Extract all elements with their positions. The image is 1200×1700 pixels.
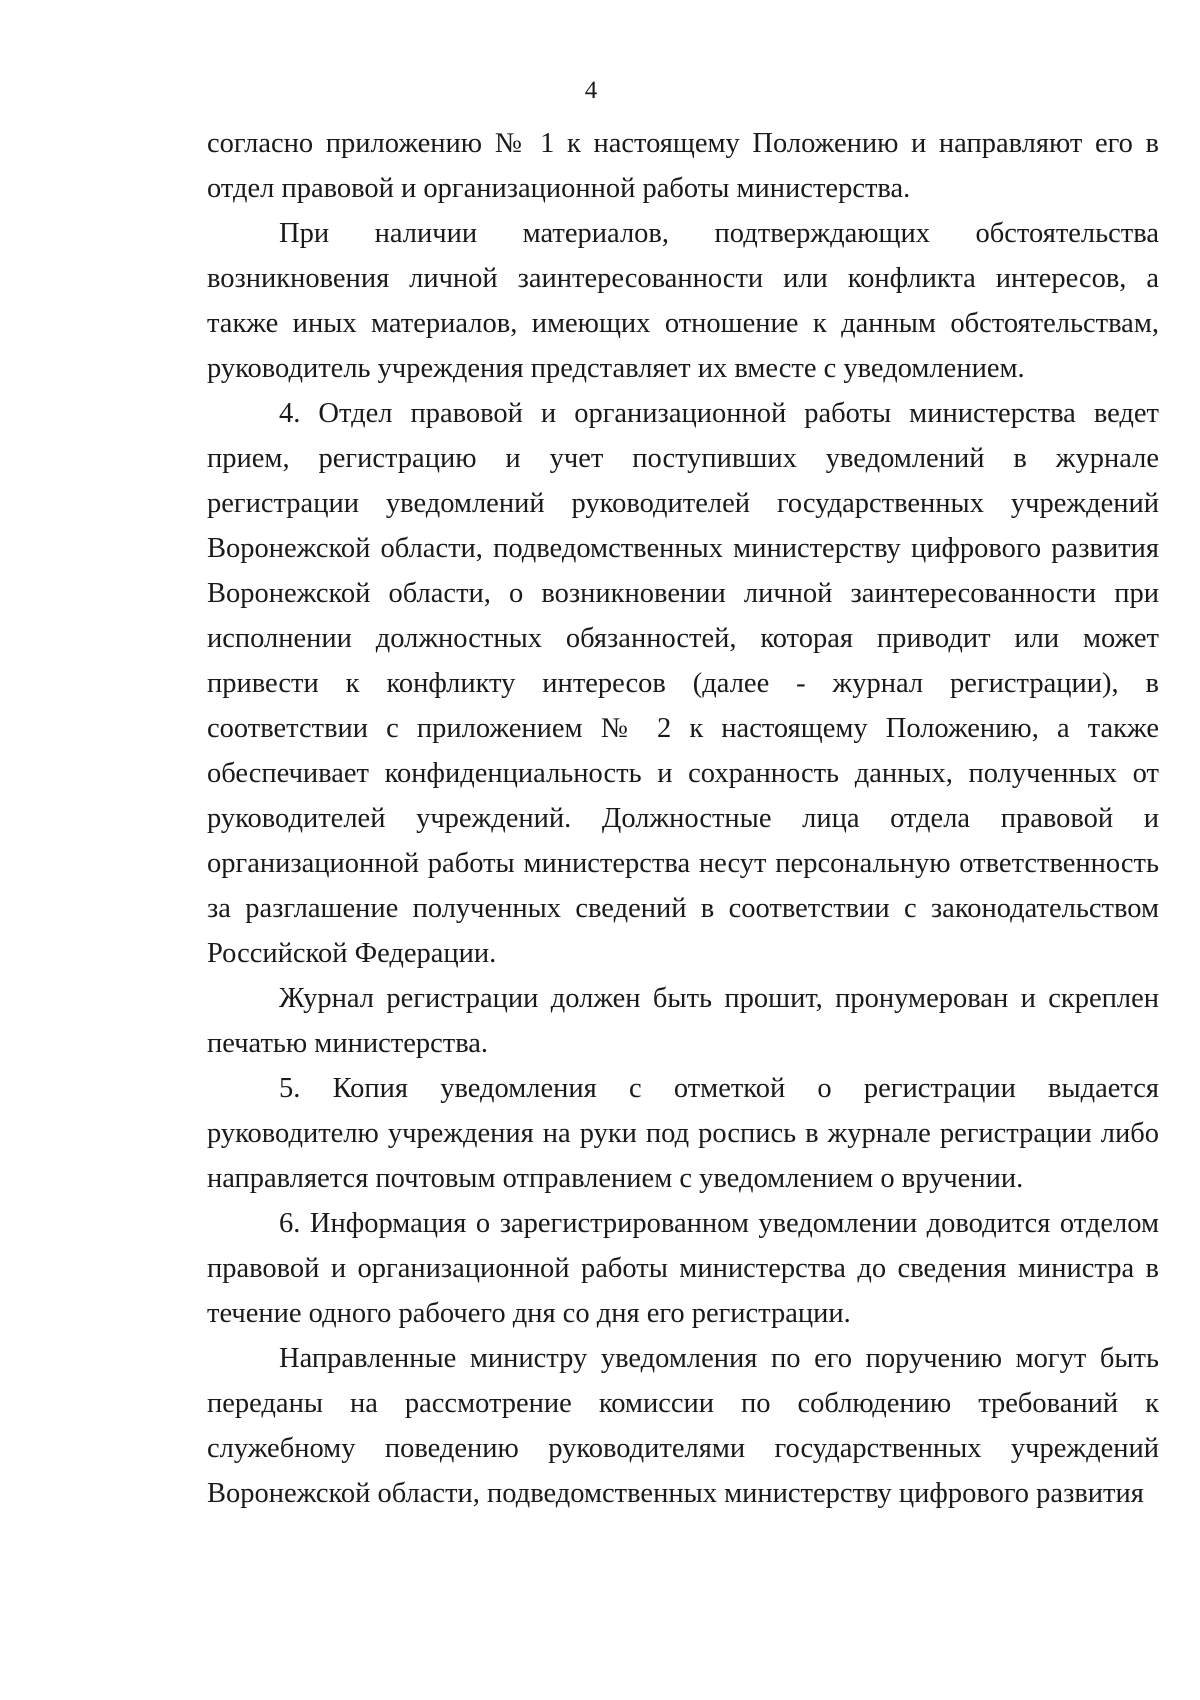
paragraph-item-6: 6. Информация о зарегистрированном уведомлении доводится отделом правовой и организационной работы министерства до сведения министра в течение одного рабочего дня со дня его регистрации.: [207, 1208, 1159, 1329]
paragraph-item-5: 5. Копия уведомления с отметкой о регистрации выдается руководителю учреждения на руки под роспись в журнале регистрации либо направляется почтовым отправлением с уведомлением о вручении.: [207, 1073, 1159, 1194]
page-number: 4: [584, 77, 598, 104]
paragraph-item-4: 4. Отдел правовой и организационной работы министерства ведет прием, регистрацию и учет поступивших уведомлений в журнале регистрации уведомлений руководителей государственных учреждений Воронежской области, подведомственных министерству цифрового развития Воронежской области, о возникновении личной заинтересованности при исполнении должностных обязанностей, которая приводит или может привести к конфликту интересов (далее - журнал регистрации), в соответствии с приложением № 2 к настоящему Положению, а также обеспечивает конфиденциальность и сохранность данных, полученных от руководителей учреждений. Должностные лица отдела правовой и организационной работы министерства несут персональную ответственность за разглашение полученных сведений в соответствии с законодательством Российской Федерации.: [207, 398, 1159, 969]
document-body: [207, 121, 1159, 1516]
paragraph-journal-binding: Журнал регистрации должен быть прошит, пронумерован и скреплен печатью министерства.: [207, 983, 1159, 1059]
paragraph-supporting-materials: При наличии материалов, подтверждающих обстоятельства возникновения личной заинтересованности или конфликта интересов, а также иных материалов, имеющих отношение к данным обстоятельствам, руководитель учреждения представляет их вместе с уведомлением.: [207, 218, 1159, 384]
paragraph-forwarding-to-commission: Направленные министру уведомления по его поручению могут быть переданы на рассмотрение комиссии по соблюдению требований к служебному поведению руководителями государственных учреждений Воронежской области, подведомственных министерству цифрового развития: [207, 1343, 1159, 1509]
paragraph-continuation: согласно приложению № 1 к настоящему Положению и направляют его в отдел правовой и организационной работы министерства.: [207, 128, 1159, 204]
